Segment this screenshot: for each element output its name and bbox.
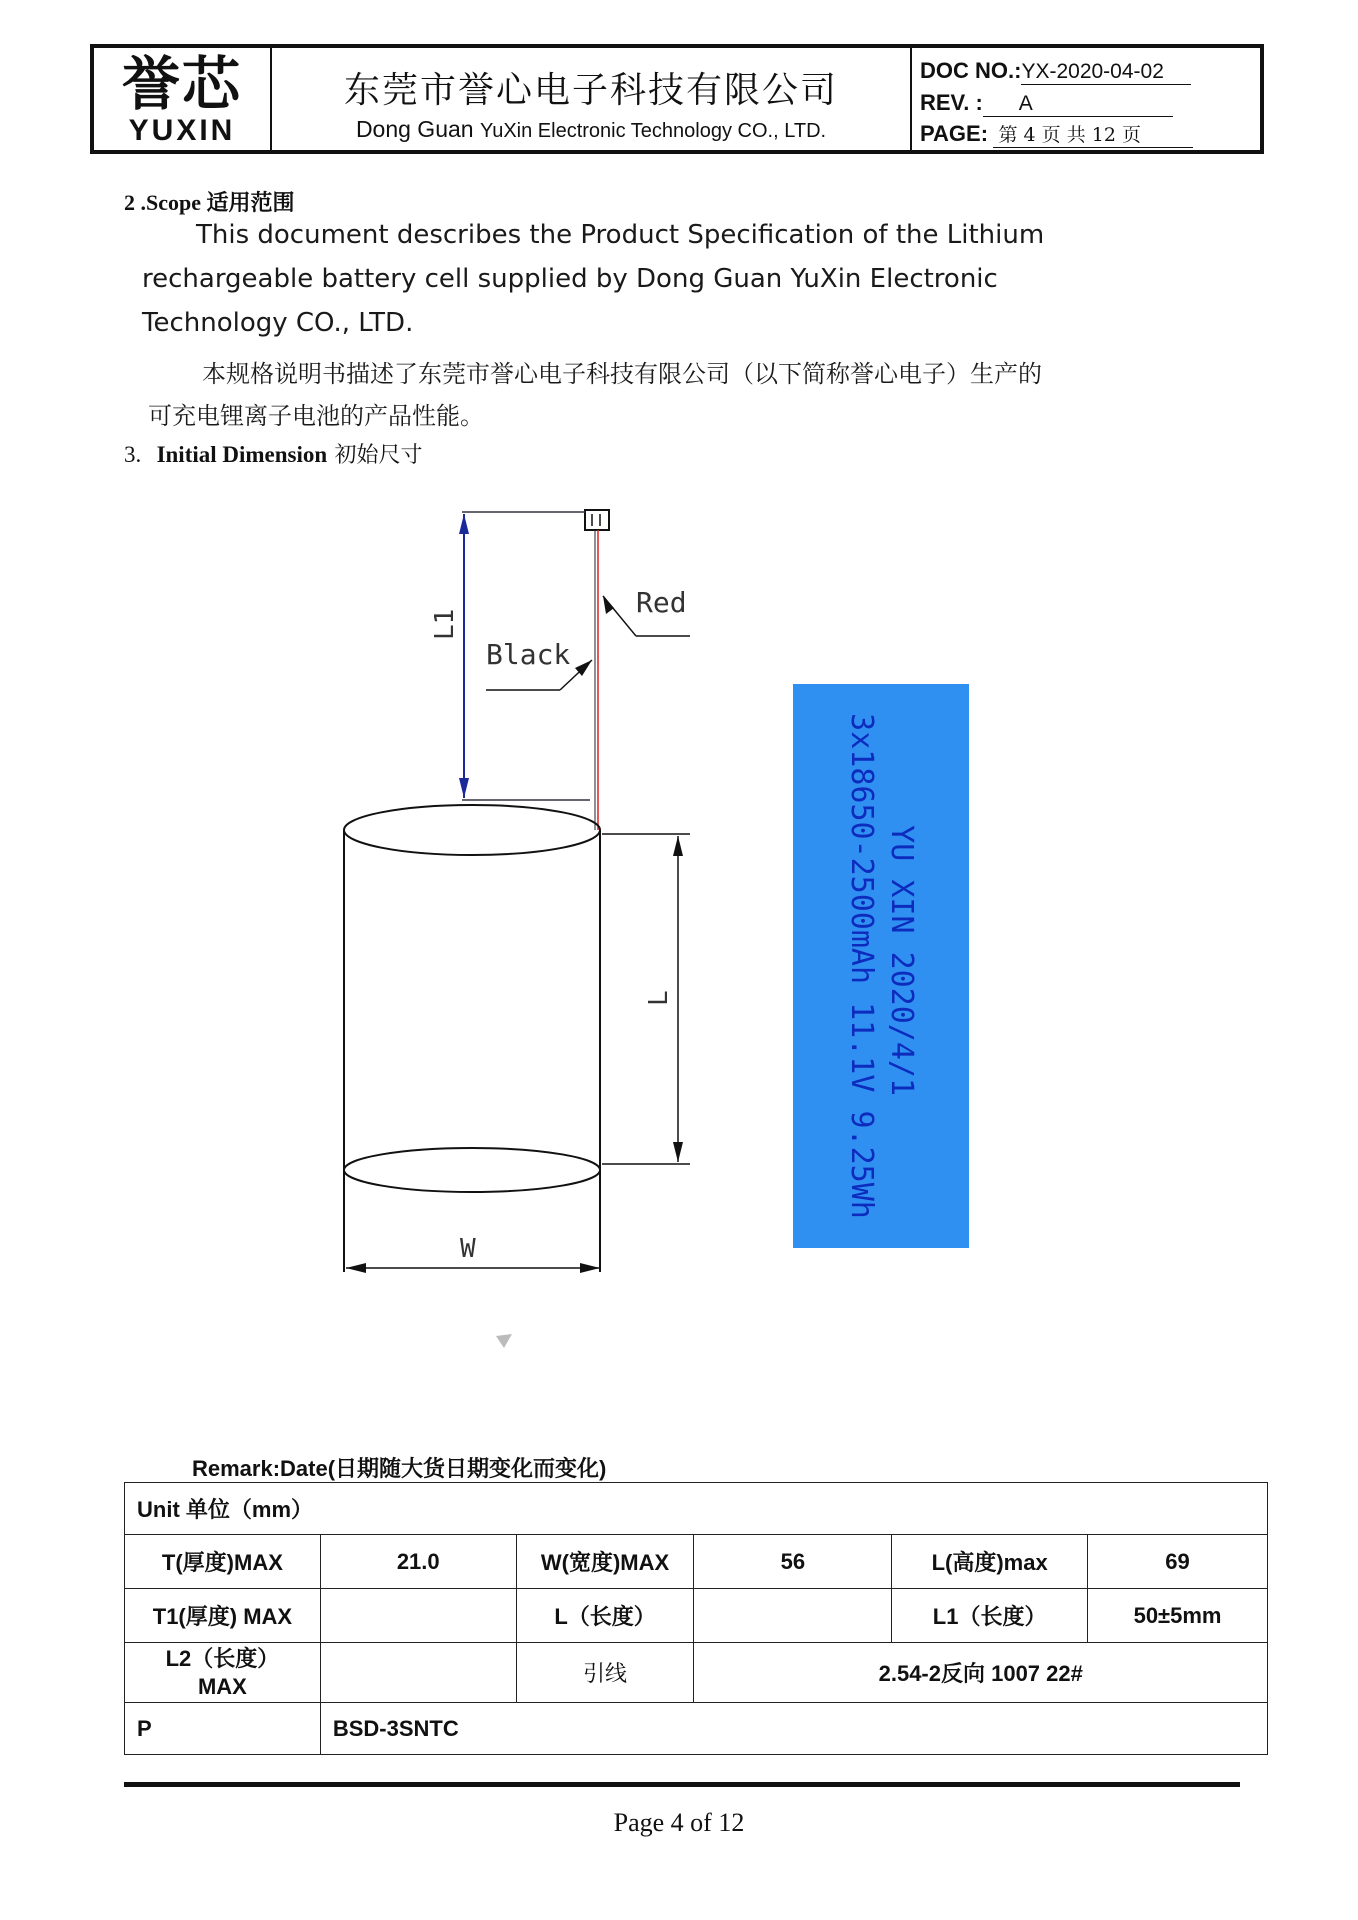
w-label: W: [460, 1234, 476, 1264]
table-cell: T(厚度)MAX: [125, 1535, 321, 1589]
scope-paragraph-en-line3: Technology CO., LTD.: [142, 308, 414, 338]
table-cell: W(宽度)MAX: [516, 1535, 694, 1589]
section-3-heading: 3. Initial Dimension 初始尺寸: [124, 442, 423, 468]
page-label: PAGE:: [920, 121, 989, 146]
l-label: L: [644, 990, 674, 1006]
scope-paragraph-cn-line1: 本规格说明书描述了东莞市誉心电子科技有限公司（以下简称誉心电子）生产的: [202, 360, 1042, 388]
table-cell: T1(厚度) MAX: [125, 1589, 321, 1643]
company-name-cn: 东莞市誉心电子科技有限公司: [343, 70, 838, 111]
black-wire-label: Black: [486, 638, 571, 671]
table-cell: 2.54-2反向 1007 22#: [694, 1643, 1268, 1703]
connector-icon: [585, 510, 609, 530]
unit-cell: Unit 单位（mm）: [125, 1483, 1268, 1535]
cell-label-text: [841, 713, 921, 1219]
footer-rule: [124, 1782, 1240, 1787]
table-cell: 21.0: [320, 1535, 516, 1589]
table-row: [125, 1483, 1268, 1535]
cell-top-ellipse: [344, 805, 600, 855]
logo-english: YUXIN: [128, 114, 236, 147]
scope-paragraph-en-line1: This document describes the Product Specification of the Lithium: [196, 220, 1045, 250]
page-value: 第 4 页 共 12 页: [993, 120, 1193, 148]
label-line-1: YU XIN 2020/4/1: [884, 825, 919, 1097]
dimension-table: [124, 1482, 1268, 1755]
table-cell: L1（长度）: [892, 1589, 1088, 1643]
table-cell: 50±5mm: [1088, 1589, 1268, 1643]
cell-label-print: [793, 684, 969, 1248]
label-line-2: 3x18650-2500mAh 11.1V 9.25Wh: [844, 713, 879, 1219]
scope-paragraph-en-line2: rechargeable battery cell supplied by Dong Guan YuXin Electronic: [142, 264, 998, 294]
l1-label: L1: [430, 608, 460, 640]
table-row: [125, 1589, 1268, 1643]
page-number: Page 4 of 12: [613, 1808, 745, 1837]
company-name-en-prefix: Dong Guan: [355, 116, 480, 142]
table-cell: L（长度）: [516, 1589, 694, 1643]
table-cell: L2（长度） MAX: [125, 1643, 321, 1703]
table-cell: [320, 1589, 516, 1643]
rev-value: A: [983, 92, 1173, 117]
table-cell: 69: [1088, 1535, 1268, 1589]
table-row: [125, 1643, 1268, 1703]
table-cell: 56: [694, 1535, 892, 1589]
table-cell: L(高度)max: [892, 1535, 1088, 1589]
doc-no-value: YX-2020-04-02: [1021, 60, 1191, 85]
table-row: [125, 1535, 1268, 1589]
rev-label: REV. :: [920, 90, 983, 115]
table-row: [125, 1703, 1268, 1755]
red-wire-label: Red: [636, 586, 687, 619]
logo-chinese: 誉芯: [121, 50, 242, 118]
remark-text: Remark:Date(日期随大货日期变化而变化): [192, 1456, 607, 1481]
table-cell: P: [125, 1703, 321, 1755]
section-2-heading: 2 .Scope 适用范围: [124, 190, 295, 215]
table-cell: 引线: [516, 1643, 694, 1703]
doc-no-label: DOC NO.:: [920, 58, 1022, 83]
table-cell: [320, 1643, 516, 1703]
table-cell: [694, 1589, 892, 1643]
scope-paragraph-cn-line2: 可充电锂离子电池的产品性能。: [148, 402, 484, 430]
company-name-en-rest: YuXin Electronic Technology CO., LTD.: [479, 120, 827, 142]
cell-bottom-ellipse: [344, 1148, 600, 1192]
table-cell: BSD-3SNTC: [320, 1703, 1267, 1755]
